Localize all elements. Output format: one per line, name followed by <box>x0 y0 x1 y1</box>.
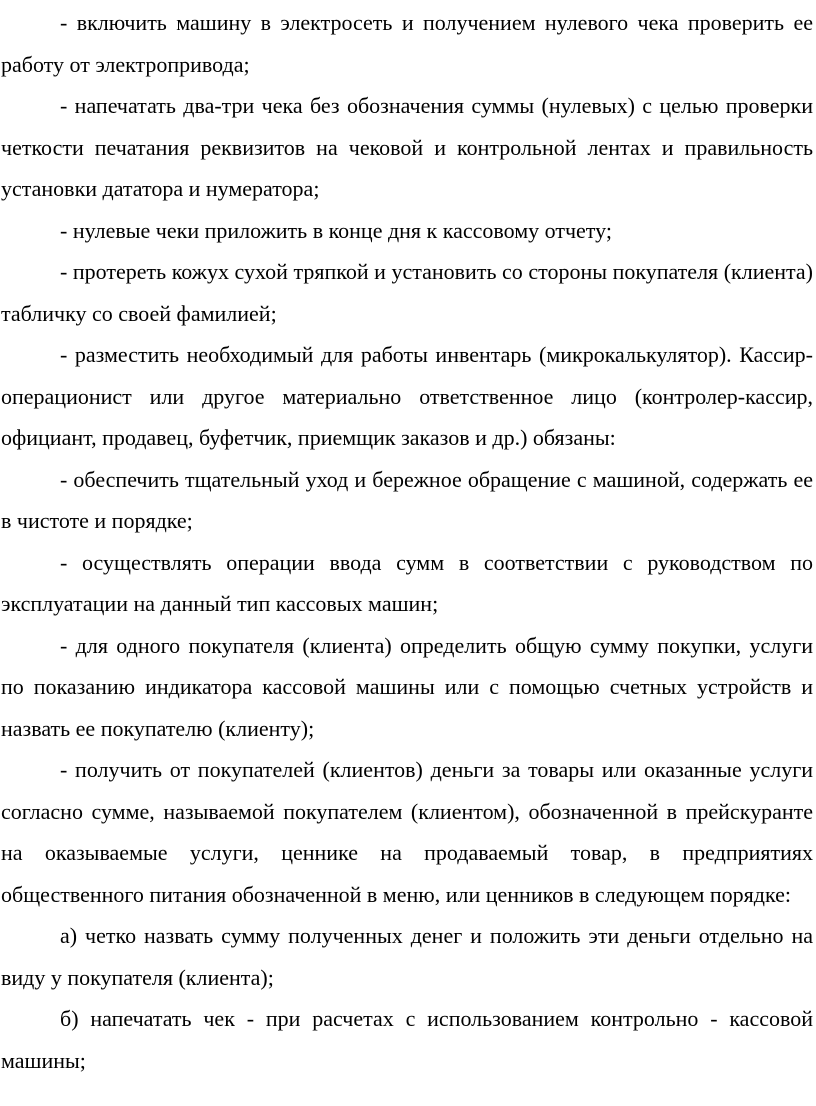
paragraph-7: - осуществлять операции ввода сумм в соответствии с руководством по эксплуатации на данный тип кассовых машин; <box>1 549 813 616</box>
paragraph-6: - обеспечить тщательный уход и бережное обращение с машиной, содержать ее в чистоте и порядке; <box>1 466 813 533</box>
paragraph-1: - включить машину в электросеть и получением нулевого чека проверить ее работу от электропривода; <box>1 10 813 77</box>
paragraph-4: - протереть кожух сухой тряпкой и установить со стороны покупателя (клиента) табличку со своей фамилией; <box>1 259 813 326</box>
paragraph-10: а) четко назвать сумму полученных денег и положить эти деньги отдельно на виду у покупателя (клиента); <box>1 923 813 990</box>
paragraph-5: - разместить необходимый для работы инвентарь (микрокалькулятор). Кассир-операционист или другое материально ответственное лицо (контролер-кассир, официант, продавец, буфетчик, приемщик заказов и др.) обязаны: <box>1 342 813 450</box>
paragraph-11: б) напечатать чек - при расчетах с использованием контрольно - кассовой машины; <box>1 1006 813 1073</box>
paragraph-2: - напечатать два-три чека без обозначения суммы (нулевых) с целью проверки четкости печатания реквизитов на чековой и контрольной лентах и правильность установки дататора и нумератора; <box>1 93 813 201</box>
paragraph-3: - нулевые чеки приложить в конце дня к кассовому отчету; <box>60 217 612 243</box>
paragraph-8: - для одного покупателя (клиента) определить общую сумму покупки, услуги по показанию индикатора кассовой машины или с помощью счетных устройств и назвать ее покупателю (клиенту); <box>1 632 813 741</box>
paragraph-9: - получить от покупателей (клиентов) деньги за товары или оказанные услуги согласно сумме, называемой покупателем (клиентом), обозначенной в прейскуранте на оказываемые услуги, ценнике на продаваемый товар, в предприятиях общественного питания обозначенной в меню, или ценников в следующем порядке: <box>1 757 813 907</box>
